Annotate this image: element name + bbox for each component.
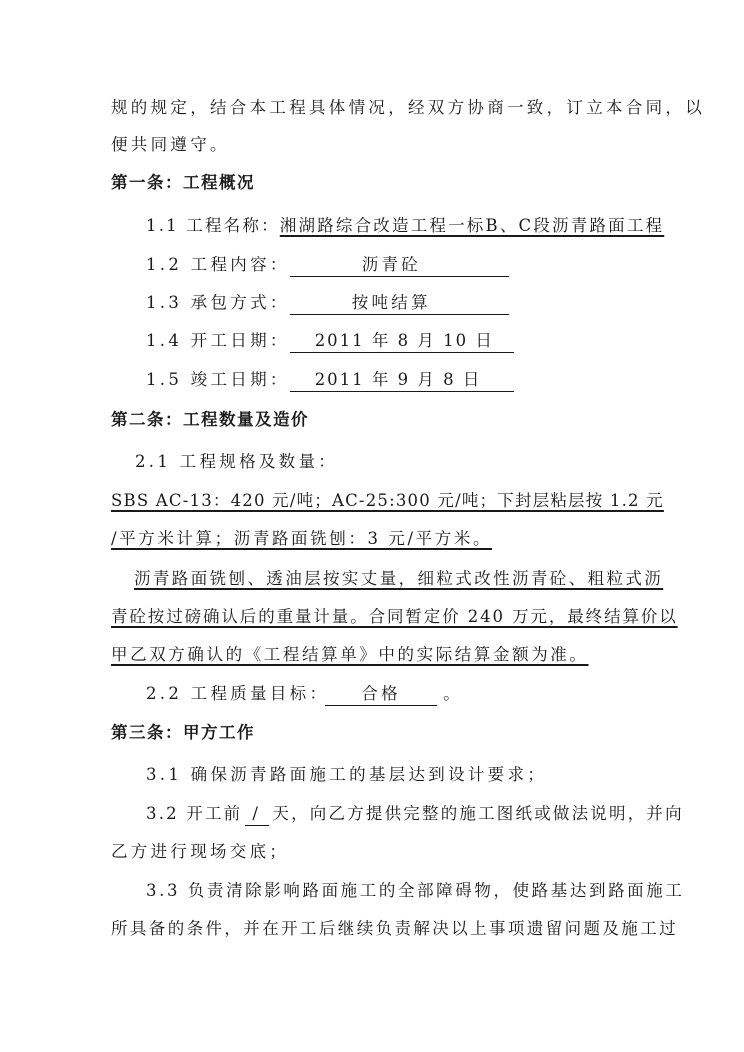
item-3-2-rest: 天，向乙方提供完整的施工图纸或做法说明，并向	[272, 804, 684, 823]
item-3-3-line-2: 所具备的条件，并在开工后继续负责解决以上事项遗留问题及施工过	[111, 919, 678, 938]
item-1-5-blank	[290, 369, 514, 392]
item-1-2-value: 沥青砼	[361, 255, 422, 274]
intro-paragraph-line-2: 便共同遵守。	[111, 135, 230, 154]
measure-line-1-text: 沥青路面铣刨、透油层按实丈量，细粒式改性沥青砼、粗粒式沥	[134, 569, 664, 588]
item-2-2-value: 合格	[361, 684, 401, 703]
item-2-1-label: 2.1 工程规格及数量：	[135, 452, 339, 471]
prices-line-1	[111, 490, 664, 512]
prices-line-1-text: SBS AC-13：420 元/吨；AC-25:300 元/吨；下封层粘层按 1.2 元	[111, 491, 664, 510]
item-3-2-line-2: 乙方进行现场交底；	[111, 842, 290, 861]
item-1-3-blank	[290, 292, 509, 315]
item-3-2-prefix: 3.2 开工前	[146, 804, 243, 823]
article-3-heading: 第三条：甲方工作	[111, 723, 255, 742]
item-3-2	[146, 803, 684, 826]
item-3-2-value: /	[252, 804, 261, 823]
item-3-2-blank	[245, 803, 269, 826]
item-1-5	[146, 369, 676, 392]
measure-line-2-text: 青砼按过磅确认后的重量计量。合同暂定价 240 万元，最终结算价以	[111, 607, 678, 626]
item-1-4-label: 1.4 开工日期：	[146, 331, 290, 350]
intro-paragraph-line-1: 规的规定，结合本工程具体情况，经双方协商一致，订立本合同，以	[111, 98, 705, 117]
item-1-2-blank	[290, 254, 509, 277]
item-1-1-value: 湘湖路综合改造工程一标B、C段沥青路面工程	[279, 216, 665, 235]
item-1-1	[146, 215, 676, 237]
item-1-3-value: 按吨结算	[351, 293, 431, 312]
item-1-4-blank	[290, 330, 514, 353]
prices-line-2	[111, 528, 641, 550]
item-2-2	[146, 683, 676, 706]
item-1-5-value: 2011 年 9 月 8 日	[314, 370, 482, 389]
item-1-2	[146, 254, 676, 277]
measure-line-3	[111, 644, 641, 666]
item-2-2-blank	[325, 683, 437, 706]
item-3-1: 3.1 确保沥青路面施工的基层达到设计要求；	[146, 765, 548, 784]
item-1-1-label: 1.1 工程名称：	[146, 216, 280, 235]
item-2-2-label: 2.2 工程质量目标：	[146, 684, 330, 703]
item-1-4	[146, 330, 676, 353]
measure-line-3-text: 甲乙双方确认的《工程结算单》中的实际结算金额为准。	[111, 645, 589, 664]
item-1-2-label: 1.2 工程内容：	[146, 255, 290, 274]
item-1-4-value: 2011 年 8 月 10 日	[314, 331, 494, 350]
item-2-2-end: 。	[443, 684, 464, 703]
article-1-heading: 第一条：工程概况	[111, 173, 255, 192]
measure-line-1	[134, 568, 664, 590]
article-2-heading: 第二条：工程数量及造价	[111, 410, 309, 429]
item-3-3-line-1: 3.3 负责清除影响路面施工的全部障碍物，使路基达到路面施工	[146, 881, 685, 900]
measure-line-2	[111, 606, 678, 628]
item-1-3	[146, 292, 676, 315]
prices-line-2-text: /平方米计算；沥青路面铣刨：3 元/平方米。	[111, 529, 493, 548]
item-1-3-label: 1.3 承包方式：	[146, 293, 290, 312]
item-1-5-label: 1.5 竣工日期：	[146, 370, 290, 389]
